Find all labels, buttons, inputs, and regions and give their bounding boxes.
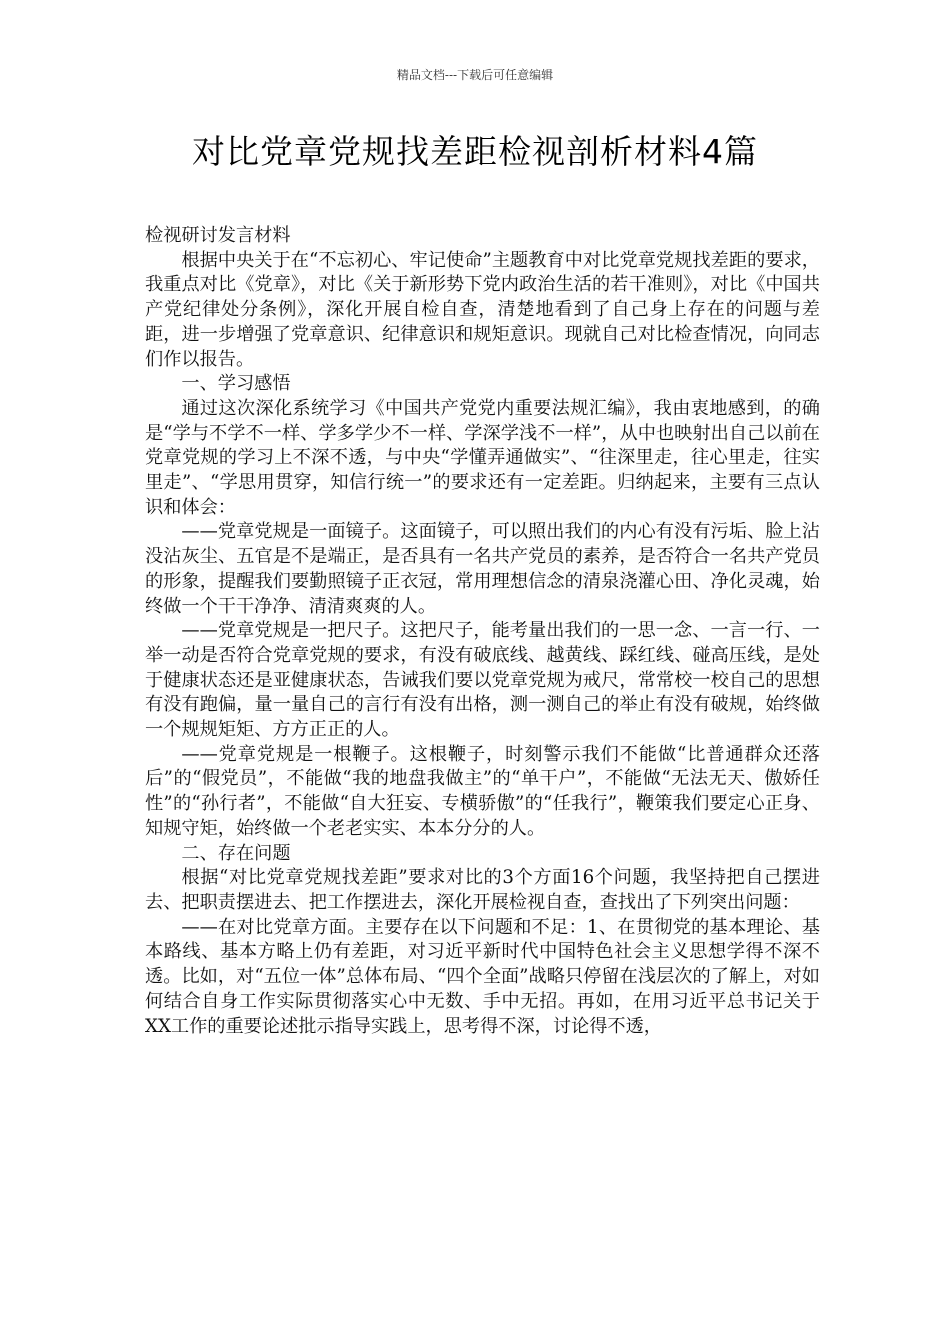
paragraph: ——在对比党章方面。主要存在以下问题和不足：1、在贯彻党的基本理论、基本路线、基本方略上仍有差距，对习近平新时代中国特色社会主义思想学得不深不透。比如，对“五位一体”总体布局、“四个全面”战略只停留在浅层次的了解上，对如何结合自身工作实际贯彻落实心中无数、手中无招。再如，在用习近平总书记关于XX工作的重要论述批示指导实践上，思考得不深，讨论得不透， (145, 916, 820, 1037)
paragraph: ——党章党规是一根鞭子。这根鞭子，时刻警示我们不能做“比普通群众还落后”的“假党员”，不能做“我的地盘我做主”的“单干户”，不能做“无法无天、傲娇任性”的“孙行者”，不能做“自大狂妄、专横骄傲”的“任我行”，鞭策我们要定心正身、知规守矩，始终做一个老老实实、本本分分的人。 (145, 743, 820, 839)
paragraph: ——党章党规是一把尺子。这把尺子，能考量出我们的一思一念、一言一行、一举一动是否符合党章党规的要求，有没有破底线、越黄线、踩红线、碰高压线，是处于健康状态还是亚健康状态，告诫我们要以党章党规为戒尺，常常校一校自己的思想有没有跑偏，量一量自己的言行有没有出格，测一测自己的举止有没有破规，始终做一个规规矩矩、方方正正的人。 (145, 620, 820, 741)
document-body (145, 224, 820, 1039)
section-heading: 二、存在问题 (181, 842, 291, 864)
header-note: 精品文档---下载后可任意编辑 (396, 68, 554, 82)
section-heading: 一、学习感悟 (181, 373, 291, 395)
paragraph: 根据“对比党章党规找差距”要求对比的3个方面16个问题，我坚持把自己摆进去、把职责摆进去、把工作摆进去，深化开展检视自查，查找出了下列突出问题： (145, 867, 820, 913)
section-label: 检视研讨发言材料 (145, 225, 291, 246)
document-title: 对比党章党规找差距检视剖析材料4篇 (192, 132, 758, 171)
paragraph: ——党章党规是一面镜子。这面镜子，可以照出我们的内心有没有污垢、脸上沾没沾灰尘、五官是不是端正，是否具有一名共产党员的素养，是否符合一名共产党员的形象，提醒我们要勤照镜子正衣冠，常用理想信念的清泉浇灌心田、净化灵魂，始终做一个干干净净、清清爽爽的人。 (145, 521, 820, 617)
paragraph: 通过这次深化系统学习《中国共产党党内重要法规汇编》，我由衷地感到，的确是“学与不学不一样、学多学少不一样、学深学浅不一样”，从中也映射出自己以前在党章党规的学习上不深不透，与中央“学懂弄通做实”、“往深里走，往心里走，往实里走”、“学思用贯穿，知信行统一”的要求还有一定差距。归纳起来，主要有三点认识和体会： (145, 397, 820, 518)
paragraph: 根据中央关于在“不忘初心、牢记使命”主题教育中对比党章党规找差距的要求，我重点对比《党章》，对比《关于新形势下党内政治生活的若干准则》，对比《中国共产党纪律处分条例》，深化开展自检自查，清楚地看到了自己身上存在的问题与差距，进一步增强了党章意识、纪律意识和规矩意识。现就自己对比检查情况，向同志们作以报告。 (145, 249, 820, 370)
